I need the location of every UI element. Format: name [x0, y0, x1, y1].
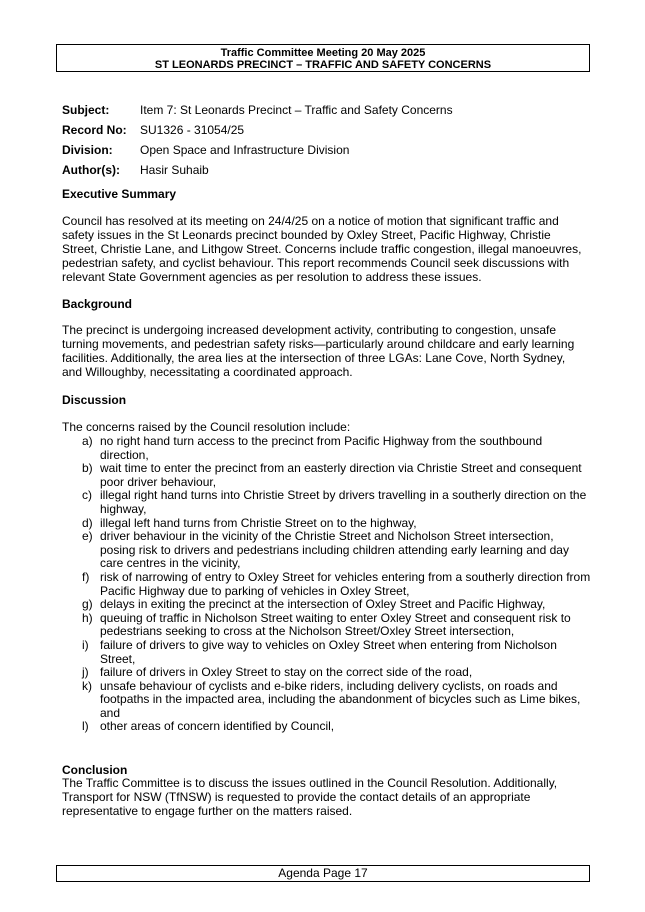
- list-item: [62, 666, 592, 680]
- meta-value: Hasir Suhaib: [140, 163, 209, 177]
- agenda-page-number: Agenda Page 17: [278, 866, 368, 880]
- meta-division: [62, 142, 453, 162]
- meta-label: Division:: [62, 143, 113, 157]
- list-item-text: failure of drivers in Oxley Street to stay on the correct side of the road,: [100, 665, 473, 680]
- list-marker: c): [82, 488, 92, 503]
- header-meeting-title: Traffic Committee Meeting 20 May 2025: [220, 47, 426, 59]
- list-marker: i): [82, 637, 89, 652]
- list-marker: e): [82, 529, 93, 544]
- meta-value: Item 7: St Leonards Precinct – Traffic and Safety Concerns: [140, 103, 453, 117]
- list-item: [62, 530, 592, 571]
- list-item-text: no right hand turn access to the precinct from Pacific Highway from the southbound direction,: [100, 434, 543, 462]
- executive-summary-heading: Executive Summary: [62, 187, 177, 201]
- discussion-heading: Discussion: [62, 393, 127, 407]
- meta-label: Subject:: [62, 103, 110, 117]
- list-marker: l): [82, 719, 89, 734]
- list-marker: f): [82, 569, 90, 584]
- list-item: [62, 720, 592, 734]
- list-marker: d): [82, 515, 93, 530]
- concerns-list: [62, 435, 592, 734]
- list-marker: g): [82, 597, 93, 612]
- list-item: [62, 489, 592, 516]
- meta-label: Author(s):: [62, 163, 120, 177]
- list-item-text: other areas of concern identified by Council,: [100, 719, 335, 734]
- background-heading: Background: [62, 297, 133, 311]
- executive-summary-text: Council has resolved at its meeting on 24/4/25 on a notice of motion that significant traffic and safety issues in the St Leonards precinct bounded by Oxley Street, Pacific Highway, Christie Street, Christie Lane, and Lithgow Street. Concerns include traffic congestion, illegal manoeuvres, pedestrian safety, and cyclist behaviour. This report recommends Council seek discussions with relevant State Government agencies as per resolution to address these issues.: [62, 214, 582, 284]
- list-item: [62, 639, 592, 666]
- list-marker: j): [82, 665, 89, 680]
- header-report-title: ST LEONARDS PRECINCT – TRAFFIC AND SAFETY CONCERNS: [154, 59, 492, 71]
- list-marker: k): [82, 678, 92, 693]
- list-item-text: illegal right hand turns into Christie Street by drivers travelling in a southerly direction on the highway,: [100, 488, 587, 516]
- list-item-text: illegal left hand turns from Christie Street on to the highway,: [100, 515, 417, 530]
- meta-value: SU1326 - 31054/25: [140, 123, 245, 137]
- list-item-text: failure of drivers to give way to vehicles on Oxley Street when entering from Nicholson Street,: [100, 637, 557, 666]
- list-item: [62, 680, 592, 721]
- meta-subject: [62, 102, 453, 122]
- conclusion-heading: Conclusion: [62, 763, 128, 777]
- list-marker: h): [82, 610, 93, 625]
- document-header: [56, 44, 590, 72]
- list-item-text: delays in exiting the precinct at the intersection of Oxley Street and Pacific Highway,: [100, 597, 546, 612]
- list-item: [62, 598, 592, 612]
- list-item: [62, 462, 592, 489]
- meta-value: Open Space and Infrastructure Division: [140, 143, 350, 157]
- report-metadata: [62, 102, 453, 182]
- list-marker: b): [82, 461, 93, 476]
- meta-record-no: [62, 122, 453, 142]
- list-item-text: unsafe behaviour of cyclists and e-bike riders, including delivery cyclists, on roads and footpaths in the impacted area, including the abandonment of bicycles such as Lime bikes, and: [100, 678, 581, 720]
- list-item: [62, 435, 592, 462]
- page-footer: [56, 865, 590, 882]
- list-item-text: queuing of traffic in Nicholson Street waiting to enter Oxley Street and consequent risk to pedestrians seeking to cross at the Nicholson Street/Oxley Street intersection,: [100, 610, 571, 639]
- list-item-text: driver behaviour in the vicinity of the Christie Street and Nicholson Street intersection, posing risk to drivers and pedestrians including children attending early learning and day care centres in the vicinity,: [100, 529, 569, 571]
- list-item-text: wait time to enter the precinct from an easterly direction via Christie Street and consequent poor driver behaviour,: [100, 461, 582, 489]
- list-item-text: risk of narrowing of entry to Oxley Street for vehicles entering from a southerly direction from Pacific Highway due to parking of vehicles in Oxley Street,: [100, 569, 591, 598]
- meta-label: Record No:: [62, 123, 127, 137]
- list-item: [62, 612, 592, 639]
- discussion-intro: The concerns raised by the Council resolution include:: [62, 420, 351, 434]
- list-marker: a): [82, 434, 93, 448]
- background-text: The precinct is undergoing increased development activity, contributing to congestion, unsafe turning movements, and pedestrian safety risks—particularly around childcare and early learning facilities. Additionally, the area lies at the intersection of three LGAs: Lane Cove, North Sydney, and Willoughby, necessitating a coordinated approach.: [62, 323, 575, 379]
- list-item: [62, 571, 592, 598]
- list-item: [62, 517, 592, 531]
- meta-authors: [62, 162, 453, 182]
- conclusion-text: The Traffic Committee is to discuss the issues outlined in the Council Resolution. Additionally, Transport for NSW (TfNSW) is requested to provide the contact details of an appropriate representative to engage further on the matters raised.: [62, 776, 558, 818]
